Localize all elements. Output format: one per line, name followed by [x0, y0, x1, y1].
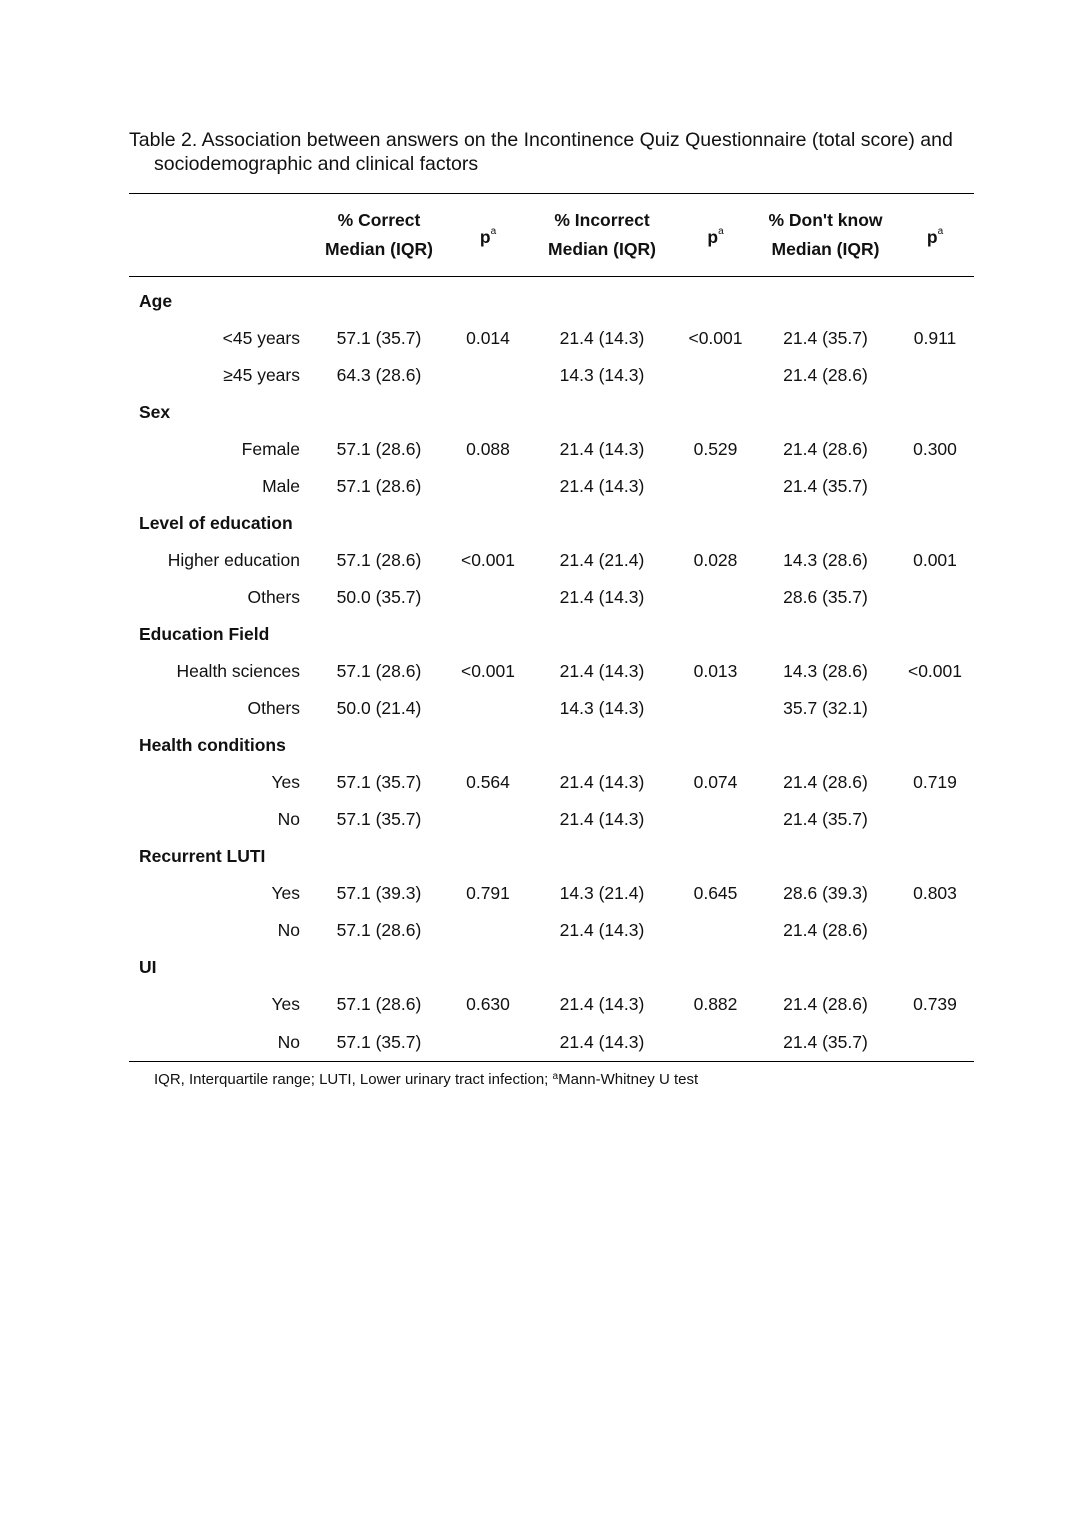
cell-incorrect: 21.4 (14.3)	[559, 772, 645, 792]
empty-cell	[310, 727, 448, 764]
table-header-row	[129, 194, 974, 277]
cell-correct: 57.1 (35.7)	[336, 772, 422, 792]
empty-cell	[528, 727, 676, 764]
cell-correct: 50.0 (21.4)	[336, 698, 422, 718]
cell-p-correct: 0.088	[466, 439, 510, 459]
row-label: Others	[247, 587, 300, 607]
cell-p-incorrect: 0.074	[693, 772, 738, 792]
cell-dontknow: 21.4 (28.6)	[783, 994, 868, 1014]
group-row	[129, 277, 974, 321]
cell-p-dontknow: <0.001	[907, 661, 962, 681]
cell-p-dontknow: 0.300	[913, 439, 957, 459]
cell-correct: 57.1 (28.6)	[336, 439, 422, 459]
row-label: Female	[241, 439, 300, 459]
cell-dontknow: 21.4 (28.6)	[783, 920, 868, 940]
table-caption: Table 2. Association between answers on the Incontinence Quiz Questionnaire (total score) and sociodemographic and clinical factors	[129, 129, 953, 175]
cell-dontknow: 35.7 (32.1)	[783, 698, 868, 718]
header-p-incorrect	[676, 194, 755, 277]
cell-p-dontknow	[896, 912, 974, 949]
table-row	[129, 579, 974, 616]
cell-p-dontknow: 0.719	[913, 772, 957, 792]
cell-correct: 57.1 (28.6)	[336, 550, 422, 570]
cell-incorrect: 21.4 (14.3)	[559, 994, 645, 1014]
group-row	[129, 727, 974, 764]
row-label: No	[129, 1023, 310, 1062]
cell-correct: 57.1 (28.6)	[336, 994, 422, 1014]
table-footnote	[154, 1066, 698, 1090]
empty-cell	[755, 616, 896, 653]
cell-dontknow: 21.4 (35.7)	[783, 328, 868, 348]
table-row	[129, 542, 974, 579]
cell-incorrect: 14.3 (14.3)	[559, 365, 645, 385]
cell-p-dontknow	[896, 357, 974, 394]
header-p-correct	[448, 194, 528, 277]
cell-correct: 64.3 (28.6)	[336, 365, 422, 385]
group-row	[129, 394, 974, 431]
empty-cell	[676, 505, 755, 542]
empty-cell	[448, 838, 528, 875]
empty-cell	[896, 277, 974, 321]
cell-p-incorrect: 0.645	[693, 883, 738, 903]
cell-p-dontknow: 0.739	[913, 994, 957, 1014]
cell-p-dontknow	[896, 1023, 974, 1062]
group-label: Recurrent LUTI	[139, 846, 266, 866]
cell-dontknow: 21.4 (28.6)	[783, 772, 868, 792]
cell-p-dontknow	[896, 579, 974, 616]
header-p-label: p	[926, 226, 938, 247]
group-label: Age	[139, 291, 173, 311]
header-correct	[310, 194, 448, 277]
empty-cell	[676, 277, 755, 321]
table-row	[129, 875, 974, 912]
cell-incorrect: 21.4 (14.3)	[559, 809, 645, 829]
header-p-superscript: a	[718, 225, 724, 237]
table-row	[129, 986, 974, 1023]
cell-incorrect: 21.4 (14.3)	[528, 1023, 676, 1062]
table-row	[129, 431, 974, 468]
table-row	[129, 653, 974, 690]
cell-dontknow: 21.4 (28.6)	[783, 365, 868, 385]
header-dontknow-line1: % Don't know	[768, 210, 883, 230]
row-label: Yes	[271, 883, 300, 903]
header-p-dontknow	[896, 194, 974, 277]
empty-cell	[896, 394, 974, 431]
row-label: <45 years	[222, 328, 300, 348]
empty-cell	[896, 949, 974, 986]
cell-p-incorrect	[676, 1023, 755, 1062]
empty-cell	[755, 277, 896, 321]
header-correct-line1: % Correct	[337, 210, 421, 230]
row-label: Others	[247, 698, 300, 718]
cell-p-correct	[448, 912, 528, 949]
cell-p-dontknow	[896, 468, 974, 505]
header-incorrect	[528, 194, 676, 277]
table-row	[129, 320, 974, 357]
header-p-label: p	[479, 226, 491, 247]
cell-incorrect: 21.4 (21.4)	[559, 550, 645, 570]
empty-cell	[310, 949, 448, 986]
empty-cell	[896, 838, 974, 875]
group-row	[129, 505, 974, 542]
empty-cell	[448, 949, 528, 986]
cell-correct: 57.1 (28.6)	[336, 476, 422, 496]
cell-p-correct	[448, 690, 528, 727]
table-row	[129, 801, 974, 838]
row-label: Yes	[271, 994, 300, 1014]
cell-p-correct	[448, 801, 528, 838]
group-row	[129, 949, 974, 986]
cell-dontknow: 28.6 (35.7)	[783, 587, 868, 607]
cell-correct: 57.1 (35.7)	[336, 809, 422, 829]
empty-cell	[528, 616, 676, 653]
cell-p-incorrect: 0.013	[693, 661, 738, 681]
cell-dontknow: 21.4 (35.7)	[755, 1023, 896, 1062]
row-label: No	[277, 920, 300, 940]
empty-cell	[448, 505, 528, 542]
empty-cell	[310, 838, 448, 875]
cell-p-correct	[448, 468, 528, 505]
header-incorrect-line1: % Incorrect	[554, 210, 650, 230]
empty-cell	[755, 838, 896, 875]
cell-p-correct: 0.014	[466, 328, 510, 348]
empty-cell	[676, 727, 755, 764]
cell-p-incorrect	[676, 357, 755, 394]
empty-cell	[755, 727, 896, 764]
header-empty-cell	[129, 194, 310, 277]
row-label: Health sciences	[176, 661, 300, 681]
cell-p-incorrect	[676, 468, 755, 505]
group-label: Health conditions	[139, 735, 286, 755]
empty-cell	[676, 838, 755, 875]
empty-cell	[896, 505, 974, 542]
cell-p-incorrect: <0.001	[688, 328, 743, 348]
cell-incorrect: 21.4 (14.3)	[559, 587, 645, 607]
row-label: Male	[262, 476, 300, 496]
cell-correct: 57.1 (28.6)	[336, 661, 422, 681]
cell-p-incorrect: 0.028	[693, 550, 738, 570]
empty-cell	[755, 949, 896, 986]
empty-cell	[310, 616, 448, 653]
cell-p-incorrect	[676, 579, 755, 616]
cell-p-dontknow: 0.911	[913, 328, 957, 348]
empty-cell	[528, 838, 676, 875]
table-row	[129, 912, 974, 949]
cell-p-correct: <0.001	[460, 661, 515, 681]
cell-dontknow: 21.4 (28.6)	[783, 439, 868, 459]
group-label: Sex	[139, 402, 171, 422]
header-dontknow	[755, 194, 896, 277]
empty-cell	[528, 505, 676, 542]
empty-cell	[310, 394, 448, 431]
footnote-text: IQR, Interquartile range; LUTI, Lower urinary tract infection;	[154, 1071, 553, 1088]
row-label: ≥45 years	[223, 365, 300, 385]
empty-cell	[448, 277, 528, 321]
footnote-superscript: a	[552, 1071, 559, 1082]
empty-cell	[448, 394, 528, 431]
empty-cell	[676, 616, 755, 653]
row-label: Higher education	[167, 550, 300, 570]
cell-dontknow: 14.3 (28.6)	[783, 550, 868, 570]
cell-p-correct: 0.630	[466, 994, 510, 1014]
cell-correct: 57.1 (39.3)	[336, 883, 422, 903]
header-correct-line2: Median (IQR)	[325, 239, 433, 259]
cell-dontknow: 21.4 (35.7)	[783, 809, 868, 829]
cell-incorrect: 21.4 (14.3)	[559, 476, 645, 496]
empty-cell	[755, 505, 896, 542]
results-table	[129, 193, 974, 1062]
cell-p-dontknow: 0.001	[913, 550, 957, 570]
table-row	[129, 764, 974, 801]
cell-incorrect: 21.4 (14.3)	[559, 439, 645, 459]
header-p-superscript: a	[490, 225, 497, 237]
cell-p-correct	[448, 357, 528, 394]
empty-cell	[528, 949, 676, 986]
table-row	[129, 468, 974, 505]
cell-p-correct: <0.001	[460, 550, 515, 570]
table-row	[129, 357, 974, 394]
cell-correct: 50.0 (35.7)	[336, 587, 422, 607]
row-label: Yes	[271, 772, 300, 792]
cell-correct: 57.1 (35.7)	[310, 1023, 448, 1062]
cell-correct: 57.1 (35.7)	[336, 328, 422, 348]
cell-incorrect: 21.4 (14.3)	[559, 328, 645, 348]
cell-p-dontknow	[896, 690, 974, 727]
cell-dontknow: 21.4 (35.7)	[783, 476, 868, 496]
empty-cell	[528, 394, 676, 431]
cell-correct: 57.1 (28.6)	[336, 920, 422, 940]
empty-cell	[676, 949, 755, 986]
cell-p-correct: 0.791	[466, 883, 510, 903]
empty-cell	[896, 727, 974, 764]
empty-cell	[448, 727, 528, 764]
cell-dontknow: 14.3 (28.6)	[783, 661, 868, 681]
empty-cell	[528, 277, 676, 321]
empty-cell	[310, 505, 448, 542]
group-row	[129, 616, 974, 653]
cell-incorrect: 14.3 (14.3)	[559, 698, 645, 718]
empty-cell	[755, 394, 896, 431]
row-label: No	[277, 809, 300, 829]
cell-p-incorrect: 0.882	[693, 994, 738, 1014]
empty-cell	[896, 616, 974, 653]
cell-incorrect: 21.4 (14.3)	[559, 920, 645, 940]
cell-p-incorrect	[676, 912, 755, 949]
table-row	[129, 1023, 974, 1062]
cell-p-correct	[448, 1023, 528, 1062]
group-label: Education Field	[139, 624, 270, 644]
footnote-test-name: Mann-Whitney U test	[558, 1071, 699, 1088]
group-label: Level of education	[139, 513, 293, 533]
cell-p-dontknow	[896, 801, 974, 838]
group-row	[129, 838, 974, 875]
cell-p-incorrect	[676, 801, 755, 838]
header-dontknow-line2: Median (IQR)	[771, 239, 880, 259]
table-body	[129, 277, 974, 1062]
header-incorrect-line2: Median (IQR)	[548, 239, 656, 259]
cell-incorrect: 21.4 (14.3)	[559, 661, 645, 681]
empty-cell	[310, 277, 448, 321]
cell-dontknow: 28.6 (39.3)	[783, 883, 868, 903]
cell-p-correct	[448, 579, 528, 616]
cell-incorrect: 14.3 (21.4)	[559, 883, 645, 903]
cell-p-incorrect: 0.529	[693, 439, 738, 459]
table-row	[129, 690, 974, 727]
cell-p-correct: 0.564	[466, 772, 510, 792]
cell-p-incorrect	[676, 690, 755, 727]
cell-p-dontknow: 0.803	[913, 883, 957, 903]
group-label: UI	[139, 957, 157, 977]
empty-cell	[676, 394, 755, 431]
header-p-superscript: a	[937, 225, 944, 237]
header-p-label: p	[707, 226, 719, 247]
results-table-container	[129, 193, 974, 1062]
empty-cell	[448, 616, 528, 653]
